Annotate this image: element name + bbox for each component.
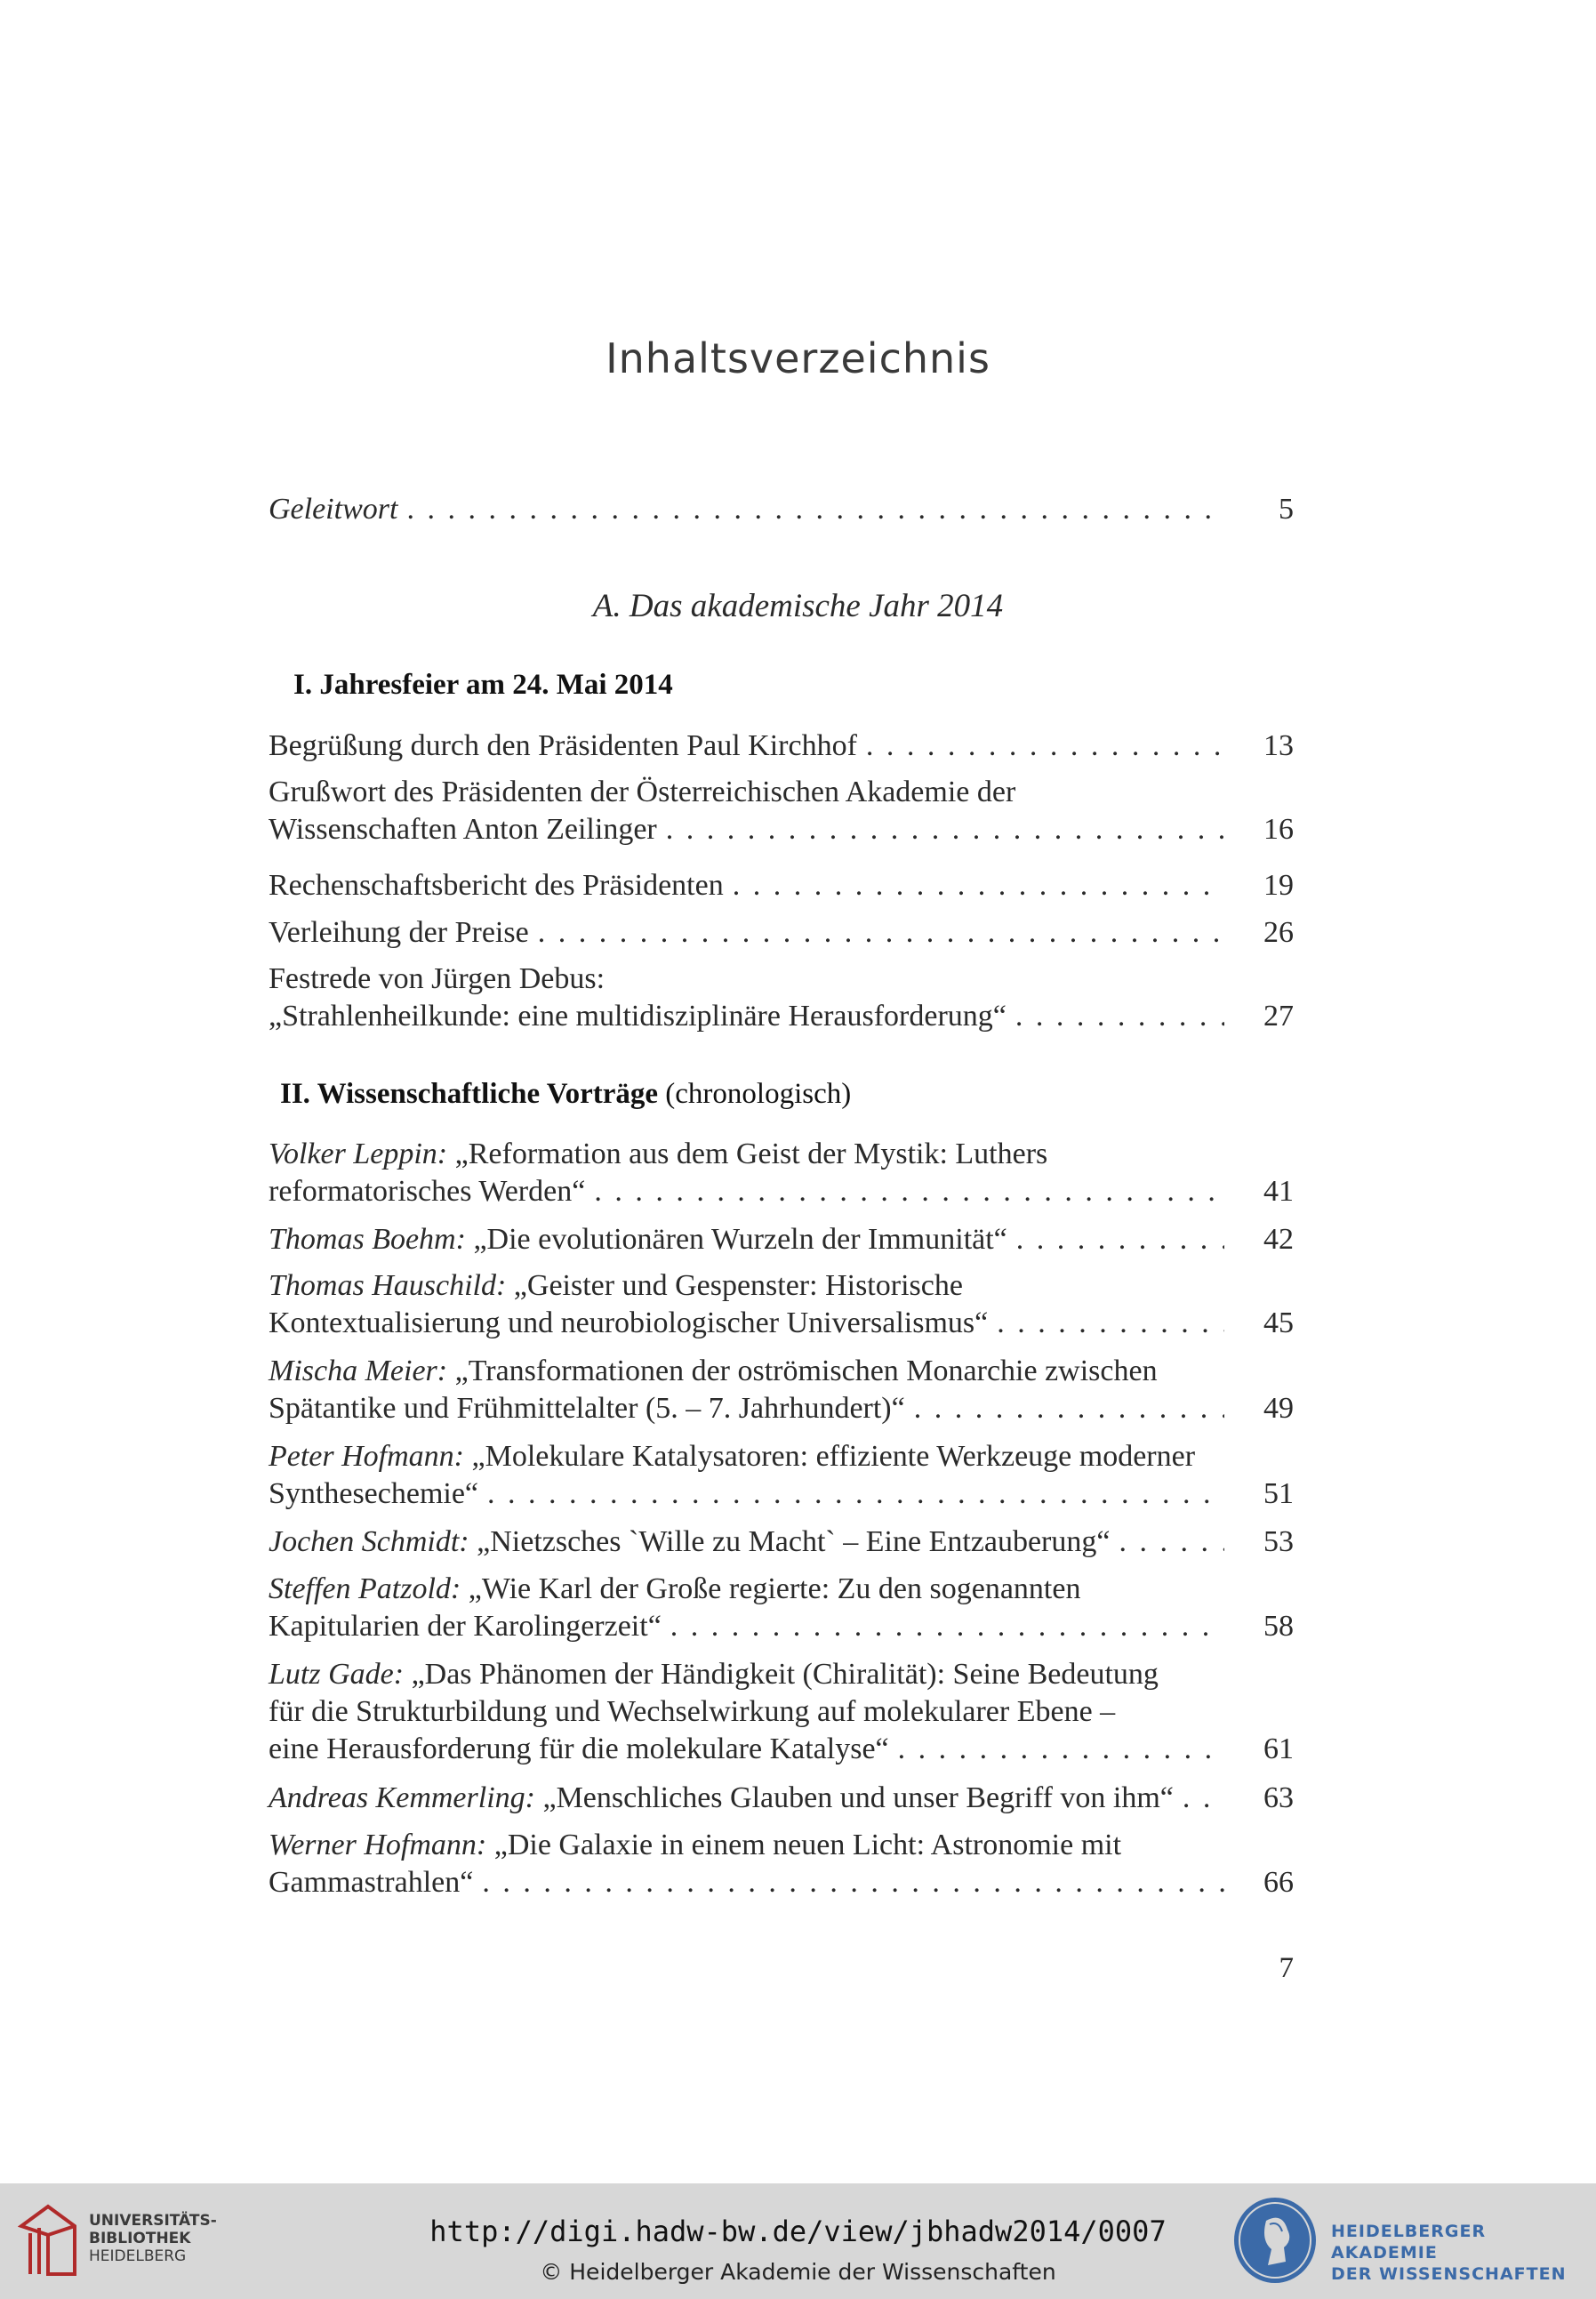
dot-leader — [997, 1305, 1224, 1342]
dot-leader — [914, 1390, 1224, 1427]
ub-heidelberg-wordmark: UNIVERSITÄTS- BIBLIOTHEK HEIDELBERG — [89, 2212, 217, 2265]
toc-entry-page: 27 — [1263, 1000, 1294, 1033]
dot-leader — [666, 811, 1224, 848]
footer-bar — [0, 2183, 1596, 2299]
toc-entry-line: Steffen Patzold: „Wie Karl der Große regierte: Zu den sogenannten — [269, 1572, 1081, 1605]
section-heading-a: A. Das akademische Jahr 2014 — [592, 588, 1004, 624]
toc-entry[interactable] — [269, 1353, 1294, 1427]
toc-entry-author: Peter Hofmann: — [269, 1440, 465, 1473]
toc-entry[interactable] — [269, 1780, 1294, 1817]
toc-entry-author: Volker Leppin: — [269, 1137, 448, 1170]
toc-entry-page: 41 — [1263, 1175, 1294, 1208]
toc-entry[interactable] — [269, 727, 1294, 765]
toc-entry-label: Kontextualisierung und neurobiologischer Universalismus“ — [269, 1306, 989, 1339]
toc-entry-page: 42 — [1263, 1223, 1294, 1256]
toc-entry[interactable] — [269, 1136, 1294, 1210]
toc-entry-line: Festrede von Jürgen Debus: — [269, 962, 606, 995]
toc-entry-line: Thomas Hauschild: „Geister und Gespenster: Historische — [269, 1269, 963, 1302]
toc-entry-line: Mischa Meier: „Transformationen der oströmischen Monarchie zwischen — [269, 1354, 1158, 1387]
hadw-seal-icon — [1231, 2194, 1319, 2287]
toc-entry-label: Jochen Schmidt: „Nietzsches `Wille zu Macht` – Eine Entzauberung“ — [269, 1525, 1111, 1558]
toc-entry-page: 45 — [1263, 1306, 1294, 1339]
toc-entry[interactable] — [269, 1221, 1294, 1258]
toc-entry[interactable] — [269, 961, 1294, 1035]
toc-entry-author: Mischa Meier: — [269, 1354, 448, 1387]
toc-entry-page: 16 — [1263, 813, 1294, 846]
toc-entry-line: Volker Leppin: „Reformation aus dem Geist der Mystik: Luthers — [269, 1137, 1048, 1170]
dot-leader — [1183, 1780, 1224, 1817]
dot-leader — [1015, 998, 1224, 1035]
subsection-heading-jahresfeier: I. Jahresfeier am 24. Mai 2014 — [293, 669, 673, 701]
toc-entry-author: Werner Hofmann: — [269, 1829, 487, 1861]
toc-entry[interactable] — [269, 1523, 1294, 1561]
toc-entry[interactable] — [269, 914, 1294, 952]
dot-leader — [898, 1731, 1224, 1768]
toc-entry[interactable] — [269, 1438, 1294, 1513]
toc-entry-label: „Strahlenheilkunde: eine multidisziplinäre Herausforderung“ — [269, 1000, 1007, 1033]
toc-entry-label: Synthesechemie“ — [269, 1477, 479, 1510]
toc-entry-line: Grußwort des Präsidenten der Österreichischen Akademie der — [269, 776, 1016, 808]
dot-leader — [733, 867, 1224, 904]
toc-entry-page: 63 — [1263, 1781, 1294, 1814]
toc-entry[interactable] — [269, 1267, 1294, 1342]
toc-entry-geleitwort[interactable] — [269, 491, 1294, 528]
toc-entry-label: Geleitwort — [269, 493, 398, 526]
toc-entry-author: Thomas Hauschild: — [269, 1269, 507, 1302]
dot-leader — [487, 1475, 1224, 1513]
toc-entry-label: eine Herausforderung für die molekulare Katalyse“ — [269, 1732, 889, 1765]
source-url-link[interactable]: http://digi.hadw-bw.de/view/jbhadw2014/0007 — [429, 2215, 1167, 2248]
toc-entry-label: Andreas Kemmerling: „Menschliches Glauben und unser Begriff von ihm“ — [269, 1781, 1174, 1814]
dot-leader — [1016, 1221, 1224, 1258]
toc-entry-label: Rechenschaftsbericht des Präsidenten — [269, 869, 724, 902]
toc-entry-page: 53 — [1263, 1525, 1294, 1558]
toc-entry-page: 58 — [1263, 1610, 1294, 1643]
toc-entry-line: Werner Hofmann: „Die Galaxie in einem neuen Licht: Astronomie mit — [269, 1829, 1122, 1861]
toc-entry-label: reformatorisches Werden“ — [269, 1175, 586, 1208]
toc-entry-label: Wissenschaften Anton Zeilinger — [269, 813, 657, 846]
subsection-heading-vortraege: II. Wissenschaftliche Vorträge (chronologisch) — [280, 1078, 852, 1110]
toc-entry-author: Steffen Patzold: — [269, 1572, 461, 1605]
toc-entry-page: 66 — [1263, 1866, 1294, 1899]
toc-entry-page: 26 — [1263, 916, 1294, 949]
page-number: 7 — [1279, 1952, 1294, 1984]
toc-entry-page: 61 — [1263, 1732, 1294, 1765]
toc-entry-page: 5 — [1279, 493, 1294, 526]
toc-entry-line: Lutz Gade: „Das Phänomen der Händigkeit (Chiralität): Seine Bedeutung — [269, 1658, 1159, 1691]
hadw-wordmark: HEIDELBERGER AKADEMIE DER WISSENSCHAFTEN — [1331, 2222, 1567, 2284]
toc-entry-author: Andreas Kemmerling: — [269, 1781, 535, 1814]
toc-entry-label: Gammastrahlen“ — [269, 1866, 474, 1899]
dot-leader — [866, 727, 1224, 765]
toc-entry-page: 13 — [1263, 729, 1294, 762]
toc-entry-label: Begrüßung durch den Präsidenten Paul Kirchhof — [269, 729, 857, 762]
toc-entry-label: Verleihung der Preise — [269, 916, 529, 949]
dot-leader — [406, 491, 1224, 528]
toc-entry[interactable] — [269, 1571, 1294, 1645]
toc-entry-label: Spätantike und Frühmittelalter (5. – 7. Jahrhundert)“ — [269, 1392, 905, 1425]
toc-entry-author: Lutz Gade: — [269, 1658, 405, 1691]
toc-entry-label: Thomas Boehm: „Die evolutionären Wurzeln der Immunität“ — [269, 1223, 1007, 1256]
dot-leader — [670, 1608, 1224, 1645]
toc-entry[interactable] — [269, 1827, 1294, 1901]
dot-leader — [594, 1173, 1224, 1210]
dot-leader — [1119, 1523, 1224, 1561]
toc-entry-page: 51 — [1263, 1477, 1294, 1510]
toc-entry-label: Kapitularien der Karolingerzeit“ — [269, 1610, 662, 1643]
copyright-notice: © Heidelberger Akademie der Wissenschaften — [540, 2259, 1056, 2285]
toc-entry[interactable] — [269, 867, 1294, 904]
toc-entry[interactable] — [269, 1656, 1294, 1768]
toc-entry-line: für die Strukturbildung und Wechselwirkung auf molekularer Ebene – — [269, 1695, 1116, 1728]
toc-entry-author: Jochen Schmidt: — [269, 1525, 469, 1558]
toc-entry-author: Thomas Boehm: — [269, 1223, 466, 1256]
toc-entry[interactable] — [269, 774, 1294, 848]
toc-entry-page: 19 — [1263, 869, 1294, 902]
page-title: Inhaltsverzeichnis — [606, 334, 990, 382]
dot-leader — [482, 1864, 1224, 1901]
toc-entry-page: 49 — [1263, 1392, 1294, 1425]
toc-entry-line: Peter Hofmann: „Molekulare Katalysatoren: effiziente Werkzeuge moderner — [269, 1440, 1196, 1473]
dot-leader — [538, 914, 1224, 952]
